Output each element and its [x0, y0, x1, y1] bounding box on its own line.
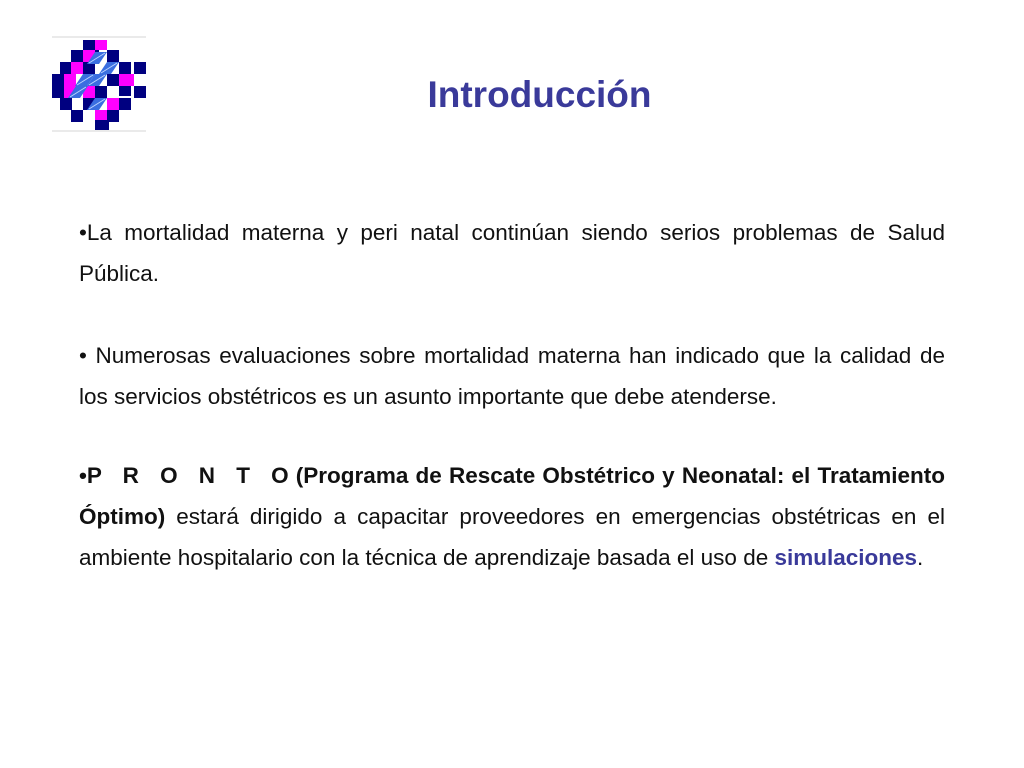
slide-title: Introducción [427, 74, 652, 115]
bullet-1: •La mortalidad materna y peri natal continúan siendo serios problemas de Salud Pública. [79, 220, 945, 286]
bullet-3-marker: • [79, 463, 87, 488]
pronto-expansion: (Programa de Rescate Obstétrico y Neonatal: el Tratamiento Óptimo) [79, 463, 945, 529]
bullet-3-end: . [917, 545, 924, 570]
bullet-3-text: estará dirigido a capacitar proveedores en emergencias obstétricas en el ambiente hospitalario con la técnica de aprendizaje basada el uso de [79, 504, 945, 570]
slide-body [79, 212, 945, 578]
pronto-acronym: P R O N T O [86, 463, 289, 488]
simulaciones-highlight: simulaciones [774, 545, 918, 570]
bullet-2: • Numerosas evaluaciones sobre mortalidad materna han indicado que la calidad de los servicios obstétricos es un asunto importante que debe atenderse. [79, 343, 945, 409]
bullet-3 [79, 455, 945, 578]
